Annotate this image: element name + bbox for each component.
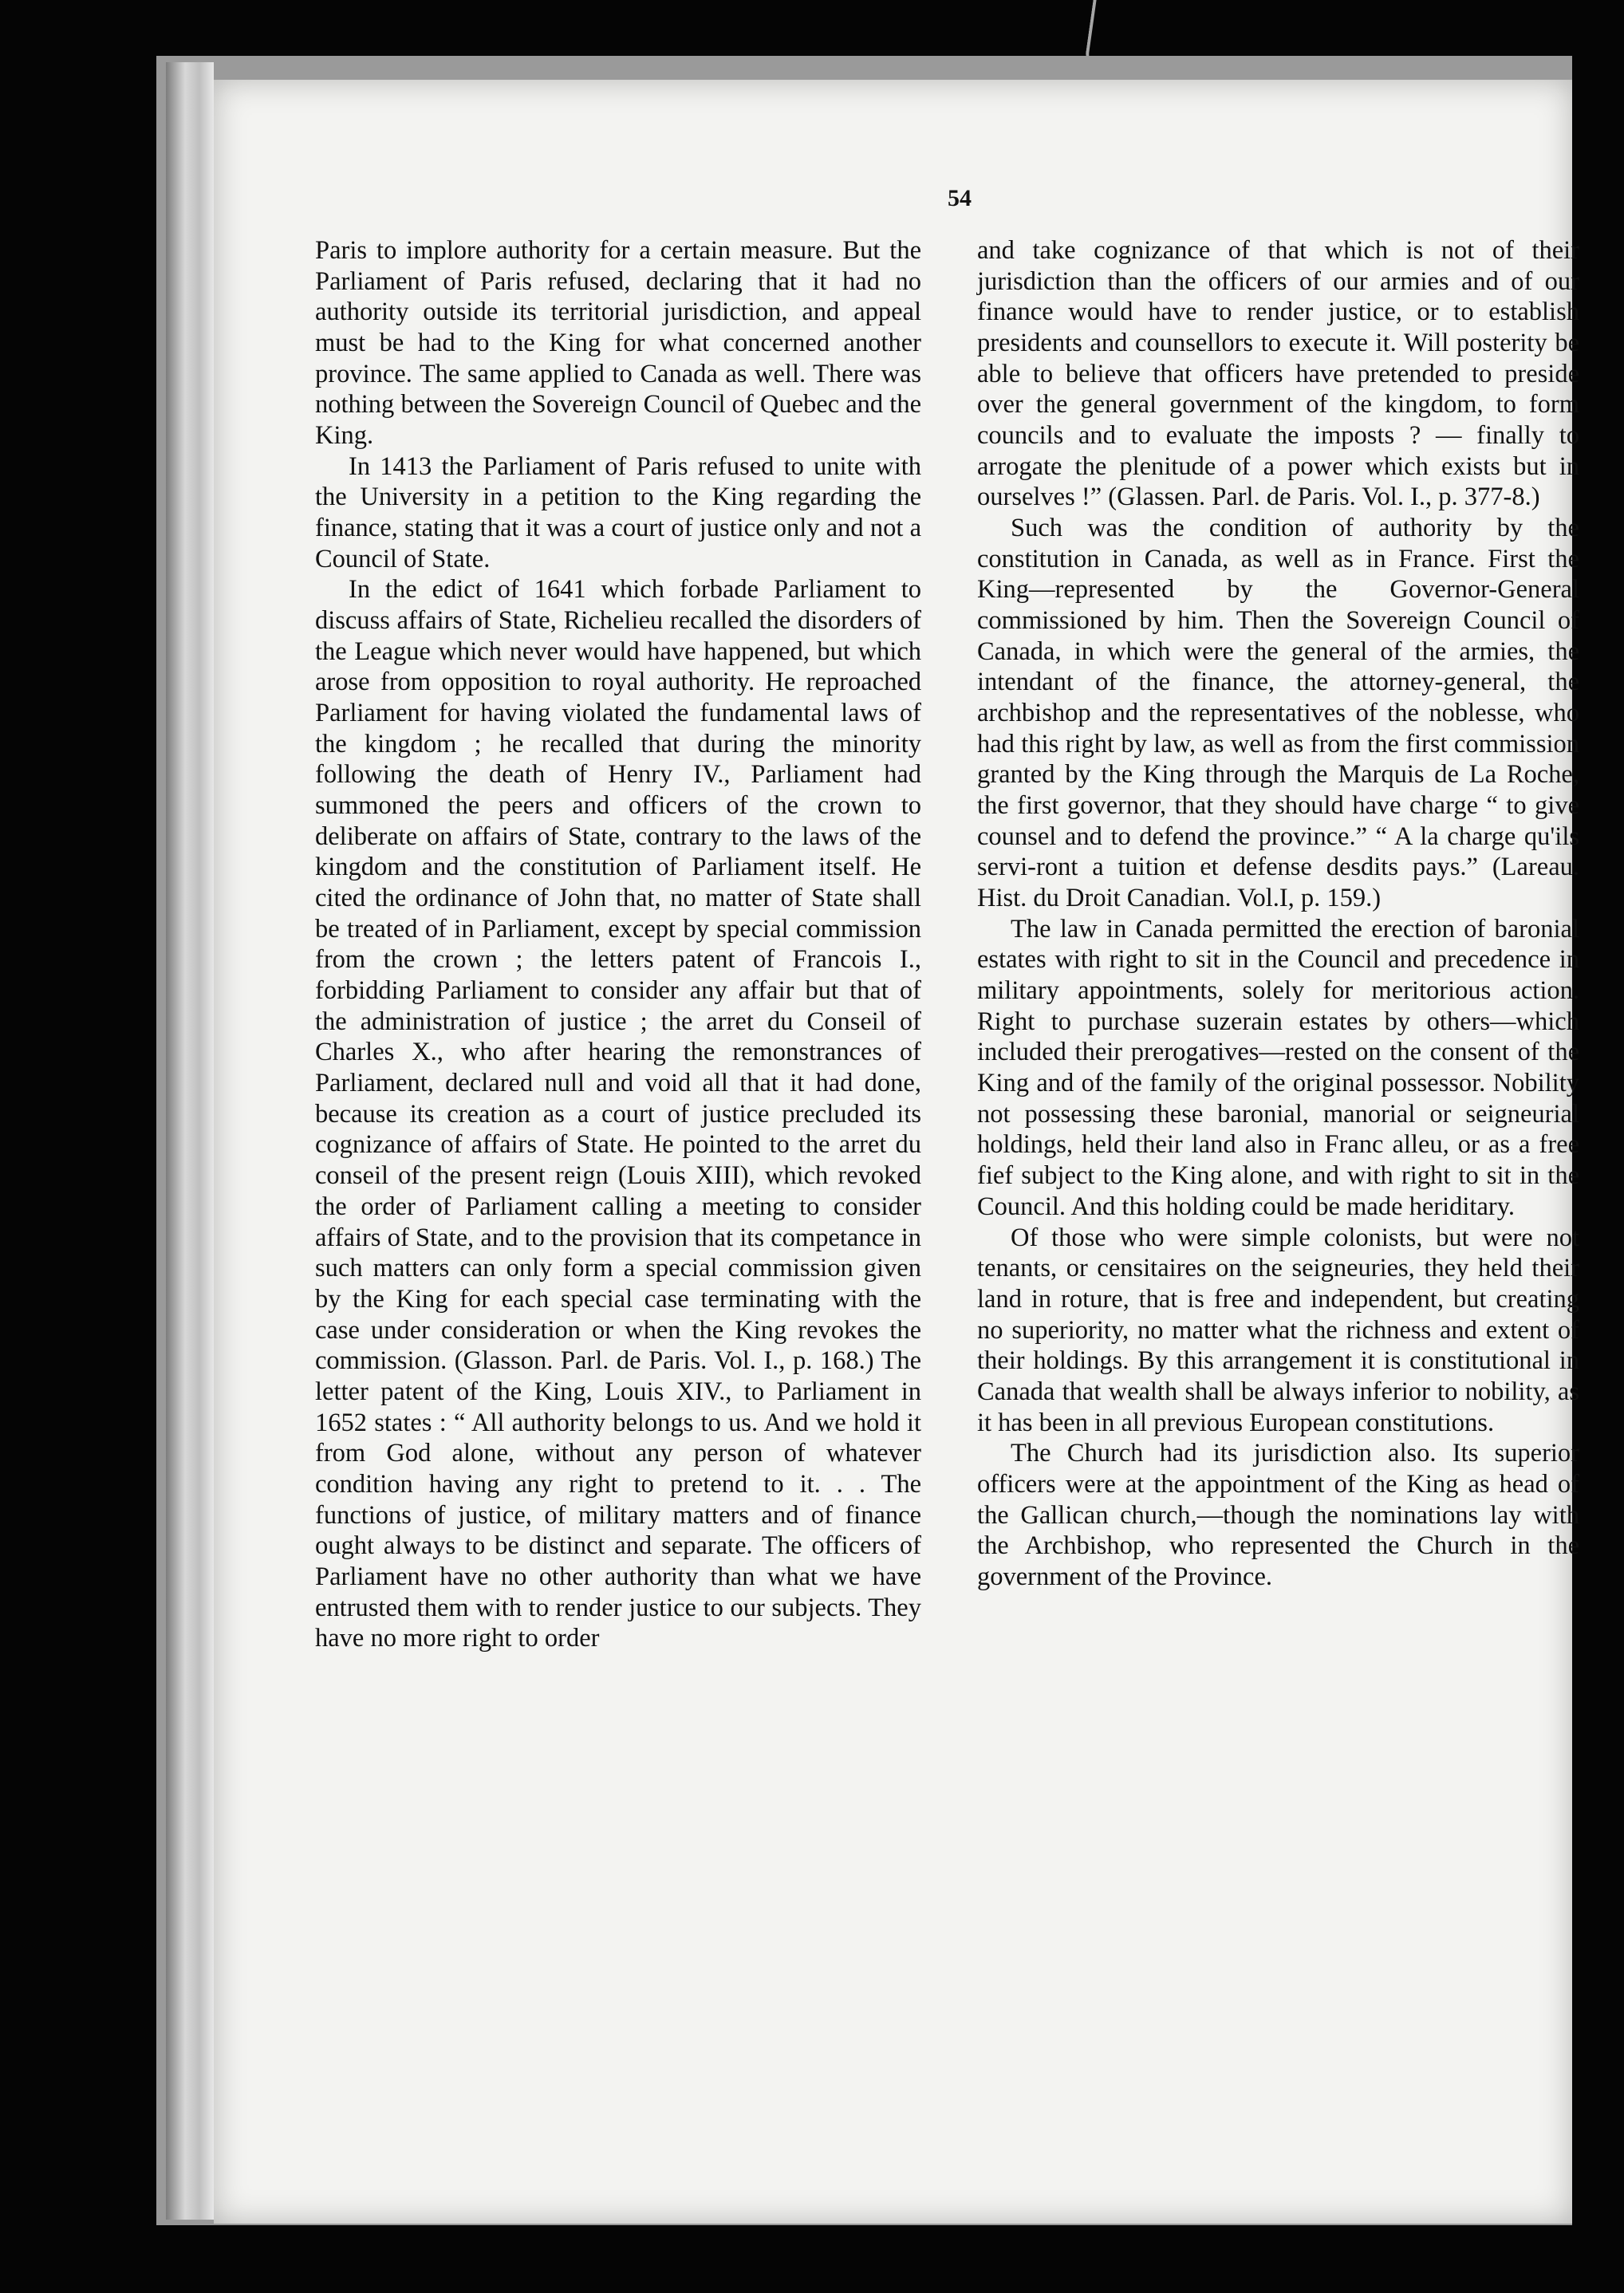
paragraph: In the edict of 1641 which forbade Parliament to discuss affairs of State, Richelieu recalled the disorders of the League which never would have happened, but which arose from opposition to royal authority. He reproached Parliament for having violated the fundamental laws of the kingdom ; he recalled that during the minority following the death of Henry IV., Parliament had summoned the peers and officers of the crown to deliberate on affairs of State, contrary to the laws of the kingdom and the constitution of Parliament itself. He cited the ordinance of John that, no matter of State shall be treated of in Parliament, except by special commission from the crown ; the letters patent of Francois I., forbidding Parliament to consider any affair but that of the administration of justice ; the arret du Conseil of Charles X., who after hearing the remonstrances of Parliament, declared null and void all that it had done, because its creation as a court of justice precluded its cognizance of affairs of State. He pointed to the arret du conseil of the present reign (Louis XIII), which revoked the order of Parliament calling a meeting to consider affairs of State, and to the provision that its competance in such matters can only form a special commission given by the King for each special case terminating with the case under consideration or when the King revokes the commission. (Glasson. Parl. de Paris. Vol. I., p. 168.) The letter patent of the King, Louis XIV., to Parliament in 1652 states : “ All authority belongs to us. And we hold it from God alone, without any person of whatever condition having any right to pretend to it. . . The functions of justice, of military matters and of finance ought always to be distinct and separate. The officers of Parliament have no other authority than what we have entrusted them with to render justice to our subjects. They have no more right to order xyxy=(315,575,921,1653)
paragraph: The Church had its jurisdiction also. Its superior officers were at the appointment of the King as head of the Gallican church,—though the nominations lay with the Archbishop, who represented the Church in the government of the Province. xyxy=(977,1439,1579,1591)
right-text-column xyxy=(977,235,1579,1593)
left-text-column xyxy=(315,235,921,1654)
page-stack-edge xyxy=(166,62,214,2220)
paragraph: Such was the condition of authority by the constitution in Canada, as well as in France. First the King—represented by the Governor-General commissioned by him. Then the Sovereign Council of Canada, in which were the general of the armies, the intendant of the finance, the attorney-general, the archbishop and the representatives of the noblesse, who had this right by law, as well as from the first commission granted by the King through the Marquis de La Roche, the first governor, that they should have charge “ to give counsel and to defend the province.” “ A la charge qu'ils servi-ront a tuition et defense desdits pays.” (Lareau. Hist. du Droit Canadian. Vol.I, p. 159.) xyxy=(977,514,1579,913)
paragraph: Paris to implore authority for a certain measure. But the Parliament of Paris refused, declaring that it had no authority outside its territorial jurisdiction, and appeal must be had to the King for what concerned another province. The same applied to Canada as well. There was nothing between the Sovereign Council of Quebec and the King. xyxy=(315,236,921,451)
page-number: 54 xyxy=(948,185,972,211)
paragraph: In 1413 the Parliament of Paris refused to unite with the University in a petition to the King regarding the finance, stating that it was a court of justice only and not a Council of State. xyxy=(315,451,921,573)
paragraph: The law in Canada permitted the erection of baronial estates with right to sit in the Council and precedence in military appointments, solely for meritorious action. Right to purchase suzerain estates by others—which included their prerogatives—rested on the consent of the King and of the family of the original possessor. Nobility not possessing these baronial, manorial or seigneurial holdings, held their land also in Franc alleu, or as a free fief subject to the King alone, and with right to sit in the Council. And this holding could be made heriditary. xyxy=(977,914,1579,1221)
film-scratch-mark xyxy=(1085,0,1105,65)
paragraph: Of those who were simple colonists, but were not tenants, or censitaires on the seigneuries, they held their land in roture, that is free and independent, but creating no superiority, no matter what the richness and extent of their holdings. By this arrangement it is constitutional in Canada that wealth shall be always inferior to nobility, as it has been in all previous European constitutions. xyxy=(977,1223,1579,1437)
paragraph: and take cognizance of that which is not of their jurisdiction than the officers of our armies and of our finance would have to render justice, or to establish presidents and counsellors to execute it. Will posterity be able to believe that officers have pretended to preside over the general government of the kingdom, to form councils and to evaluate the imposts ? — finally to arrogate the plenitude of a power which exists but in ourselves !” (Glassen. Parl. de Paris. Vol. I., p. 377-8.) xyxy=(977,236,1579,512)
